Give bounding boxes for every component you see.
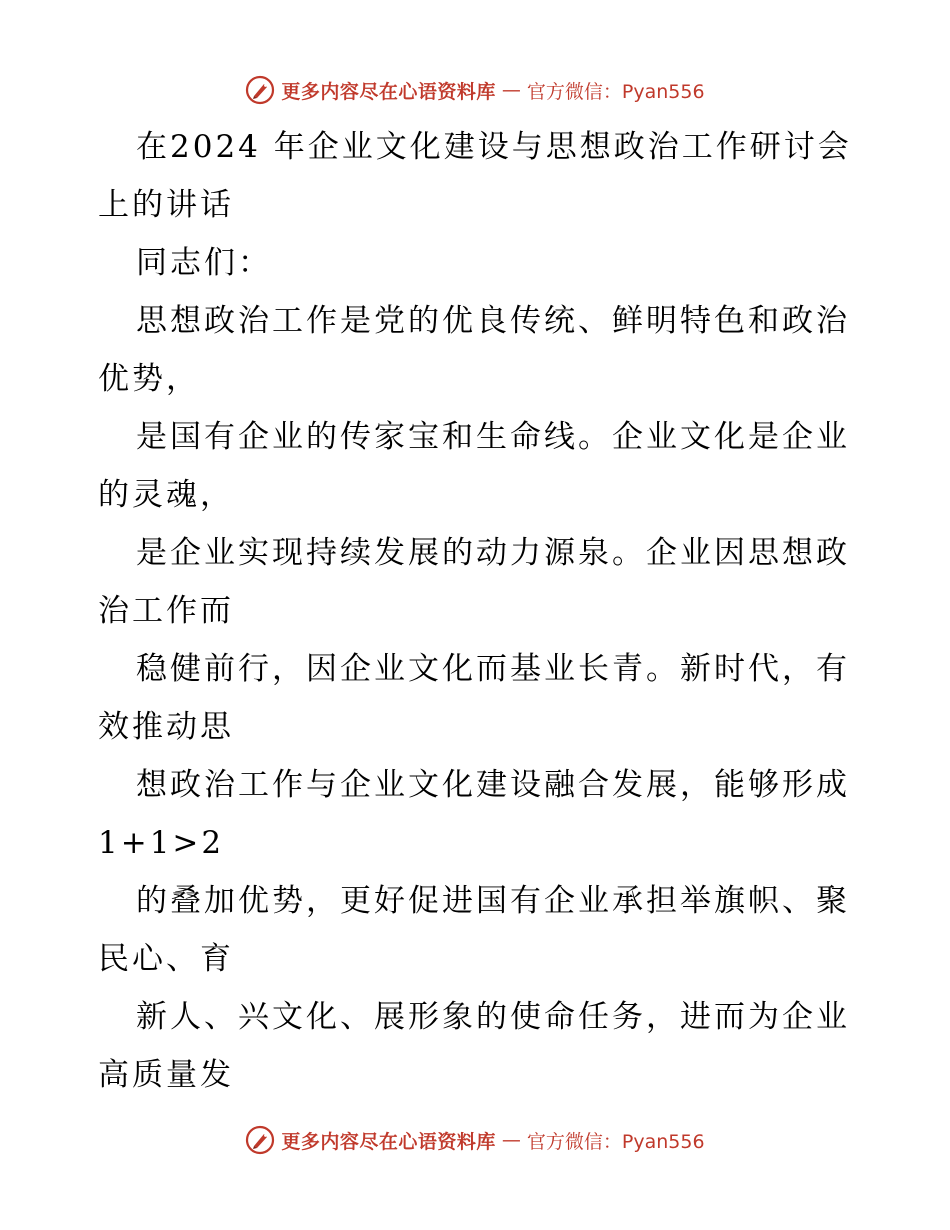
watermark-wechat: 官方微信：Pyan556	[526, 80, 705, 103]
document-line: 是企业实现持续发展的动力源泉。企业因思想政	[136, 535, 850, 571]
document-line: 的灵魂，	[98, 477, 234, 513]
document-line: 1+1>2	[98, 825, 225, 861]
watermark-brand: 更多内容尽在心语资料库	[281, 1130, 496, 1153]
document-line: 是国有企业的传家宝和生命线。企业文化是企业	[136, 419, 850, 455]
document-line: 想政治工作与企业文化建设融合发展，能够形成	[136, 767, 850, 803]
document-line: 优势，	[98, 361, 200, 397]
pen-logo-icon	[245, 1125, 275, 1155]
document-line: 稳健前行，因企业文化而基业长青。新时代，有	[136, 651, 850, 687]
watermark-brand: 更多内容尽在心语资料库	[281, 80, 496, 103]
watermark-wechat: 官方微信：Pyan556	[526, 1130, 705, 1153]
document-line: 同志们：	[136, 245, 272, 281]
document-body	[98, 118, 858, 1104]
document-line: 效推动思	[98, 709, 234, 745]
document-line: 思想政治工作是党的优良传统、鲜明特色和政治	[136, 303, 850, 339]
document-line: 治工作而	[98, 593, 234, 629]
pen-logo-icon	[245, 75, 275, 105]
document-line: 民心、育	[98, 941, 234, 977]
document-line: 高质量发	[98, 1057, 234, 1093]
header-watermark	[0, 72, 950, 108]
watermark-separator: —	[501, 79, 521, 101]
document-line: 在2024 年企业文化建设与思想政治工作研讨会	[136, 129, 852, 165]
watermark-separator: —	[501, 1129, 521, 1151]
footer-watermark	[0, 1122, 950, 1158]
document-line: 的叠加优势，更好促进国有企业承担举旗帜、聚	[136, 883, 850, 919]
document-line: 新人、兴文化、展形象的使命任务，进而为企业	[136, 999, 850, 1035]
document-line: 上的讲话	[98, 187, 234, 223]
